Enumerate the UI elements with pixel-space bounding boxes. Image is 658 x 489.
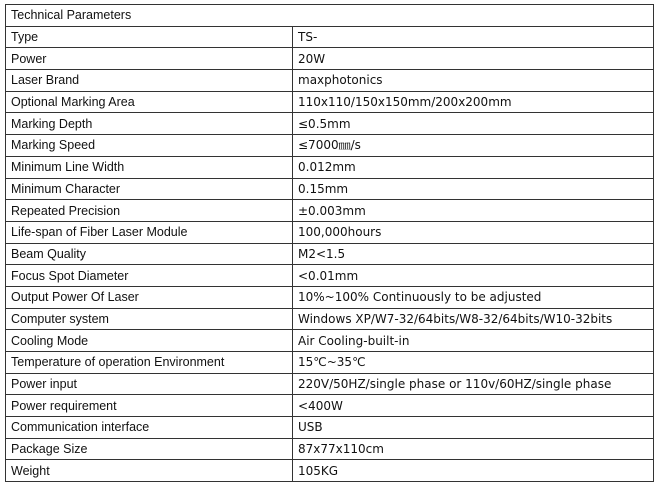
row-value: 0.15mm [293, 178, 654, 200]
row-value: TS- [293, 26, 654, 48]
row-value: 100,000hours [293, 221, 654, 243]
table-row [6, 113, 654, 135]
table-row [6, 70, 654, 92]
row-value: 10%~100% Continuously to be adjusted [293, 286, 654, 308]
table-body [6, 5, 654, 482]
row-label: Laser Brand [6, 70, 293, 92]
row-label: Power requirement [6, 395, 293, 417]
row-label: Package Size [6, 438, 293, 460]
table-row [6, 308, 654, 330]
table-title-row [6, 5, 654, 27]
row-label: Repeated Precision [6, 200, 293, 222]
row-label: Beam Quality [6, 243, 293, 265]
row-label: Cooling Mode [6, 330, 293, 352]
row-label: Minimum Line Width [6, 156, 293, 178]
table-row [6, 221, 654, 243]
row-value: <400W [293, 395, 654, 417]
row-value: ≤7000㎜/s [293, 135, 654, 157]
row-value: 20W [293, 48, 654, 70]
technical-parameters-sheet [5, 4, 653, 482]
table-row [6, 417, 654, 439]
table-row [6, 395, 654, 417]
row-value: maxphotonics [293, 70, 654, 92]
table-row [6, 91, 654, 113]
table-row [6, 200, 654, 222]
table-row [6, 135, 654, 157]
technical-parameters-table [5, 4, 654, 482]
table-row [6, 286, 654, 308]
row-label: Marking Speed [6, 135, 293, 157]
row-value: <0.01mm [293, 265, 654, 287]
row-label: Temperature of operation Environment [6, 352, 293, 374]
row-value: ±0.003mm [293, 200, 654, 222]
row-value: 15℃~35℃ [293, 352, 654, 374]
row-label: Communication interface [6, 417, 293, 439]
row-label: Type [6, 26, 293, 48]
row-value: 87x77x110cm [293, 438, 654, 460]
row-label: Power [6, 48, 293, 70]
table-row [6, 438, 654, 460]
row-value: 0.012mm [293, 156, 654, 178]
table-title: Technical Parameters [6, 5, 654, 27]
table-row [6, 48, 654, 70]
table-row [6, 265, 654, 287]
row-label: Optional Marking Area [6, 91, 293, 113]
table-row [6, 330, 654, 352]
table-row [6, 243, 654, 265]
table-row [6, 178, 654, 200]
row-label: Life-span of Fiber Laser Module [6, 221, 293, 243]
row-label: Weight [6, 460, 293, 482]
row-value: Air Cooling-built-in [293, 330, 654, 352]
row-label: Computer system [6, 308, 293, 330]
row-value: Windows XP/W7-32/64bits/W8-32/64bits/W10-32bits [293, 308, 654, 330]
row-value: ≤0.5mm [293, 113, 654, 135]
row-label: Focus Spot Diameter [6, 265, 293, 287]
row-label: Output Power Of Laser [6, 286, 293, 308]
table-row [6, 26, 654, 48]
table-row [6, 156, 654, 178]
row-value: M2<1.5 [293, 243, 654, 265]
row-label: Power input [6, 373, 293, 395]
row-label: Minimum Character [6, 178, 293, 200]
table-row [6, 373, 654, 395]
row-value: 110x110/150x150mm/200x200mm [293, 91, 654, 113]
row-value: 105KG [293, 460, 654, 482]
row-value: 220V/50HZ/single phase or 110v/60HZ/single phase [293, 373, 654, 395]
row-label: Marking Depth [6, 113, 293, 135]
table-row [6, 352, 654, 374]
row-value: USB [293, 417, 654, 439]
table-row [6, 460, 654, 482]
